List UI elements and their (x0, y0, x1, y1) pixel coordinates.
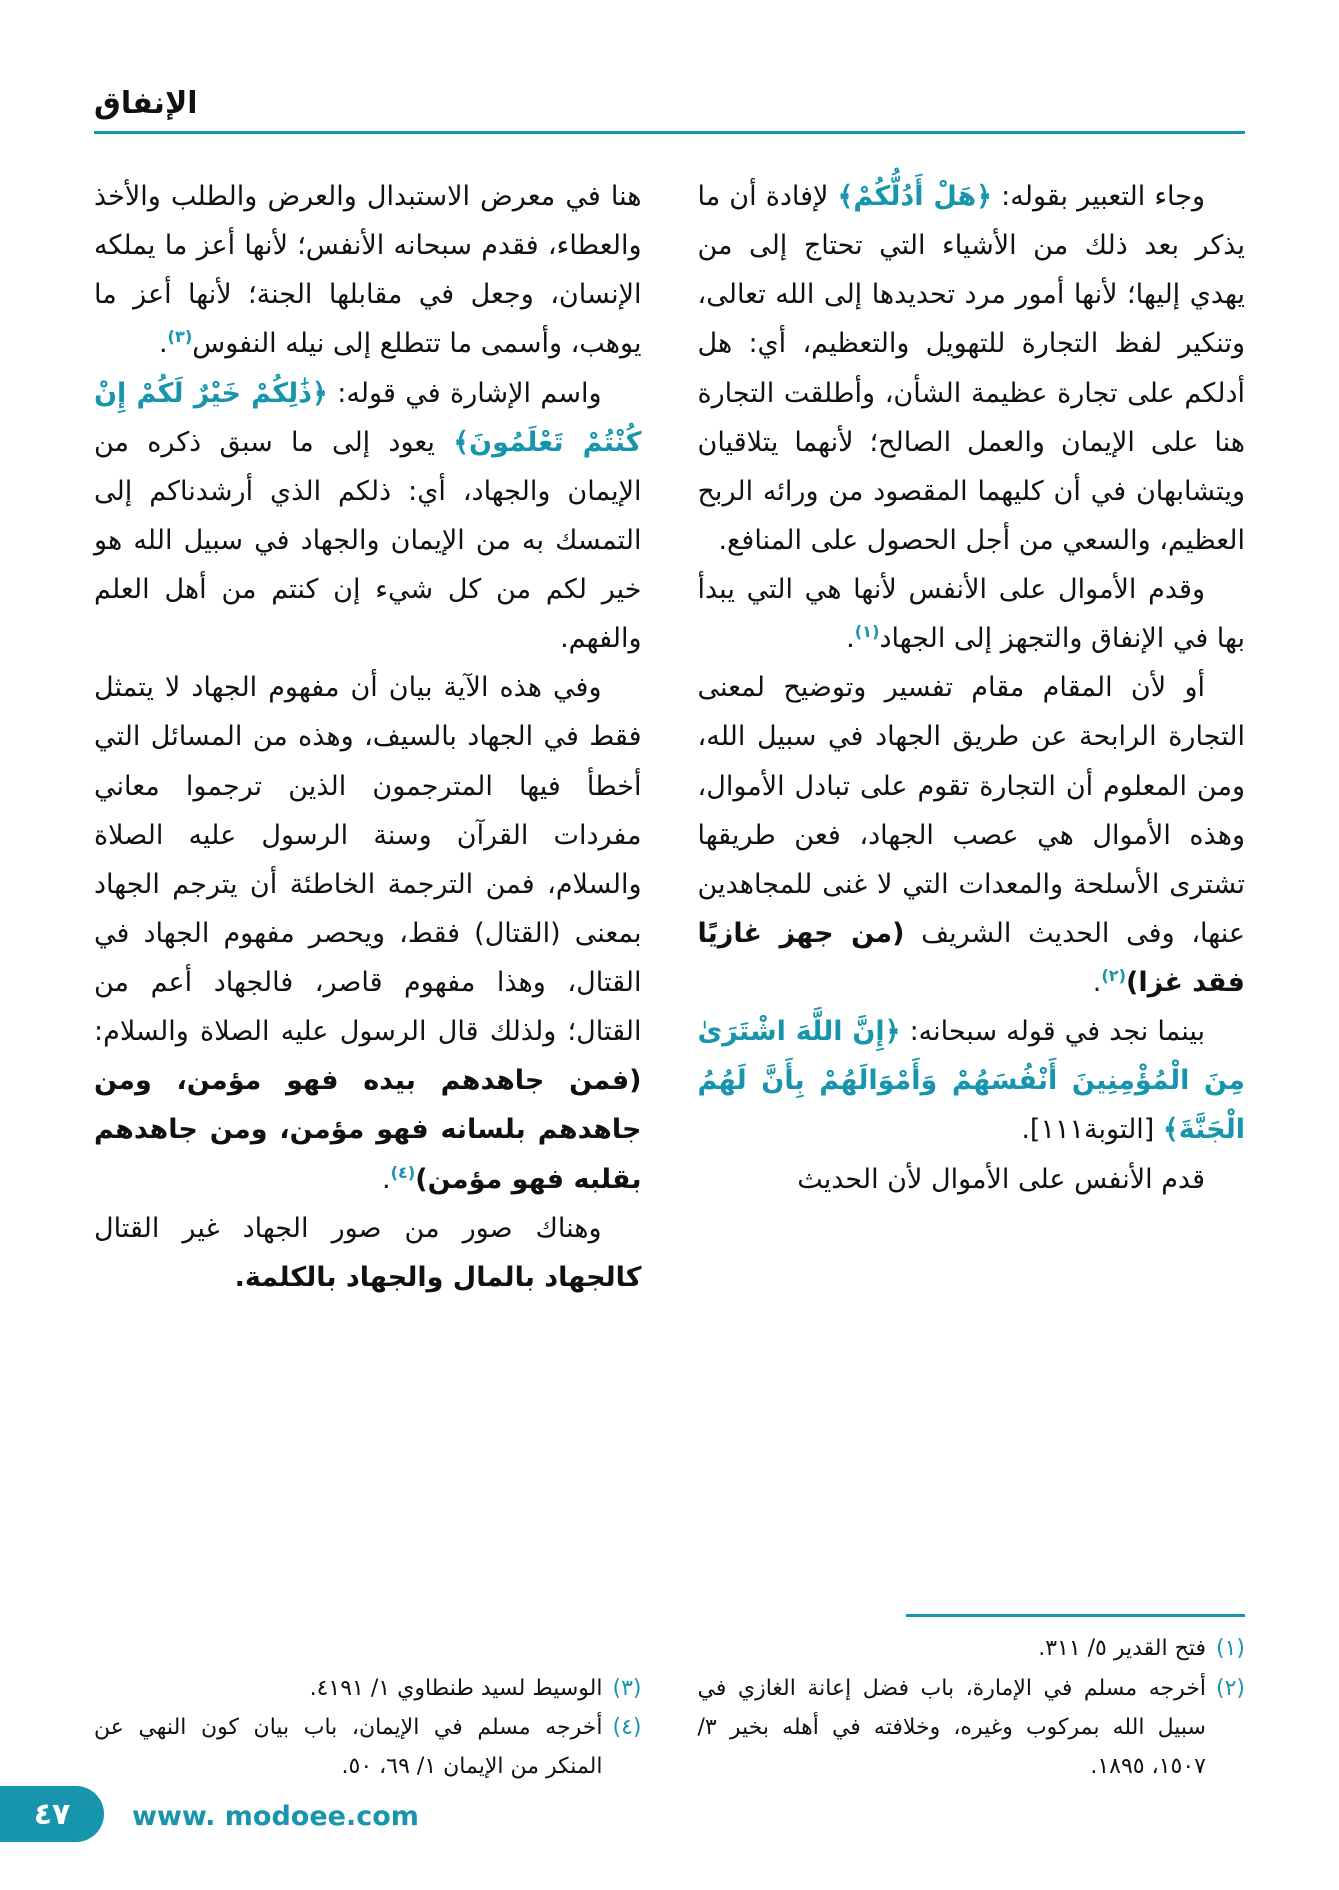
text-segment: . (158, 328, 168, 360)
paragraph (698, 565, 1246, 663)
footnote-divider (906, 1614, 1245, 1617)
page-number-tab (0, 1786, 104, 1842)
footnote-list-right (698, 1629, 1246, 1786)
footnote-text: الوسيط لسيد طنطاوي ١/ ٤١٩١. (309, 1675, 603, 1701)
footnote-ref: (٢) (1101, 966, 1127, 985)
paragraph (698, 1007, 1246, 1154)
paragraph (94, 369, 642, 664)
text-column-left (94, 172, 642, 1786)
text-segment: وقدم الأموال على الأنفس لأنها هي التي يبدأ بها في الإنفاق والتجهز إلى الجهاد (697, 574, 1245, 655)
text-segment: هنا في معرض الاستبدال والعرض والطلب والأخذ والعطاء، فقدم سبحانه الأنفس؛ لأنها أعز ما يملكه الإنسان، وجعل في مقابلها الجنة؛ لأنها أعز ما يوهب، وأسمى ما تتطلع إلى نيله النفوس (94, 181, 642, 360)
text-segment: وهناك صور من صور الجهاد غير القتال (94, 1212, 602, 1244)
text-segment: لإفادة أن ما يذكر بعد ذلك من الأشياء التي تحتاج إلى من يهدي إليها؛ لأنها أمور مرد تحديدها إلى الله تعالى، وتنكير لفظ التجارة للتهويل والتعظيم، أي: هل أدلكم على تجارة عظيمة الشأن، وأطلقت التجارة هنا على الإيمان والعمل الصالح؛ لأنهما يتلاقيان ويتشابهان في أن كليهما المقصود من ورائه الربح العظيم، والسعي من أجل الحصول على المنافع. (697, 181, 1245, 556)
footnote-number: (٤) (612, 1714, 642, 1740)
footnote-list-left (94, 1669, 642, 1786)
footnote (94, 1669, 642, 1708)
text-segment: (من جهز غازيًا فقد غزا) (697, 917, 1245, 998)
text-columns (94, 172, 1245, 1786)
text-segment: قدم الأنفس على الأموال لأن الحديث (797, 1163, 1205, 1195)
footnote (698, 1629, 1246, 1668)
paragraph (94, 172, 642, 369)
text-segment: . (846, 623, 855, 655)
footnote-ref: (٣) (167, 327, 193, 347)
footnote-text: أخرجه مسلم في الإمارة، باب فضل إعانة الغازي في سبيل الله بمركوب وغيره، وخلافته في أهله بخير ٣/ ١٥٠٧، ١٨٩٥. (697, 1675, 1206, 1779)
footnote-ref: (٤) (390, 1162, 416, 1182)
footnote-text: أخرجه مسلم في الإيمان، باب بيان كون النهي عن المنكر من الإيمان ١/ ٦٩، ٥٠. (94, 1714, 603, 1779)
text-segment: واسم الإشارة في قوله: (327, 377, 602, 409)
quran-verse: ﴿هَلْ أَدُلُّكُمْ﴾ (837, 181, 993, 212)
footnotes-left (94, 1661, 642, 1786)
page-header (94, 86, 1245, 134)
footnote-text: فتح القدير ٥/ ٣١١. (1038, 1636, 1206, 1662)
footnote (698, 1669, 1246, 1786)
paragraph (698, 663, 1246, 1007)
footnote (94, 1708, 642, 1786)
text-segment: [التوبة١١١]. (1021, 1114, 1163, 1146)
text-segment: يعود إلى ما سبق ذكره من الإيمان والجهاد، أي: ذلكم الذي أرشدناكم إلى التمسك به من الإيمان والجهاد في سبيل الله هو خير لكم من كل شيء إن كنتم من أهل العلم والفهم. (94, 426, 642, 655)
footnote-number: (١) (1215, 1636, 1245, 1662)
page-number: ٤٧ (33, 1796, 71, 1832)
footnote-number: (٣) (612, 1675, 642, 1701)
text-segment: وفي هذه الآية بيان أن مفهوم الجهاد لا يتمثل فقط في الجهاد بالسيف، وهذه من المسائل التي أخطأ فيها المترجمون الذين ترجموا معاني مفردات القرآن وسنة الرسول عليه الصلاة والسلام، فمن الترجمة الخاطئة أن يترجم الجهاد بمعنى (القتال) فقط، ويحصر مفهوم الجهاد في القتال، وهذا مفهوم قاصر، فالجهاد أعم من القتال؛ ولذلك قال الرسول عليه الصلاة والسلام: (94, 672, 642, 1048)
paragraph (94, 1204, 642, 1302)
text-segment: (فمن جاهدهم بيده فهو مؤمن، ومن جاهدهم بلسانه فهو مؤمن، ومن جاهدهم بقلبه فهو مؤمن) (94, 1065, 642, 1195)
quran-verse: ﴿ذَٰلِكُمْ خَيْرٌ لَكُمْ إِنْ كُنْتُمْ تَعْلَمُونَ﴾ (94, 377, 642, 458)
text-segment: . (381, 1163, 391, 1195)
text-segment: كالجهاد بالمال والجهاد بالكلمة. (234, 1261, 642, 1293)
text-segment: . (1092, 967, 1102, 998)
text-column-right (698, 172, 1246, 1786)
quran-verse: ﴿إِنَّ اللَّهَ اشْتَرَىٰ مِنَ الْمُؤْمِنِينَ أَنْفُسَهُمْ وَأَمْوَالَهُمْ بِأَنَّ لَهُمُ الْجَنَّةَ﴾ (697, 1016, 1245, 1146)
paragraph (698, 172, 1246, 565)
footnotes-right (698, 1606, 1246, 1786)
chapter-title: الإنفاق (94, 86, 198, 121)
footnote-number: (٢) (1215, 1675, 1245, 1701)
paragraph (698, 1155, 1246, 1204)
footnote-ref: (١) (854, 622, 880, 642)
text-segment: أو لأن المقام مقام تفسير وتوضيح لمعنى التجارة الرابحة عن طريق الجهاد في سبيل الله، ومن المعلوم أن التجارة تقوم على تبادل الأموال، وهذه الأموال هي عصب الجهاد، فعن طريقها تشترى الأسلحة والمعدات التي لا غنى للمجاهدين عنها، وفى الحديث الشريف (697, 672, 1245, 949)
text-segment: وجاء التعبير بقوله: (992, 181, 1206, 212)
publisher-website: www. modoee.com (132, 1801, 419, 1832)
paragraph (94, 663, 642, 1203)
text-segment: بينما نجد في قوله سبحانه: (900, 1016, 1206, 1048)
